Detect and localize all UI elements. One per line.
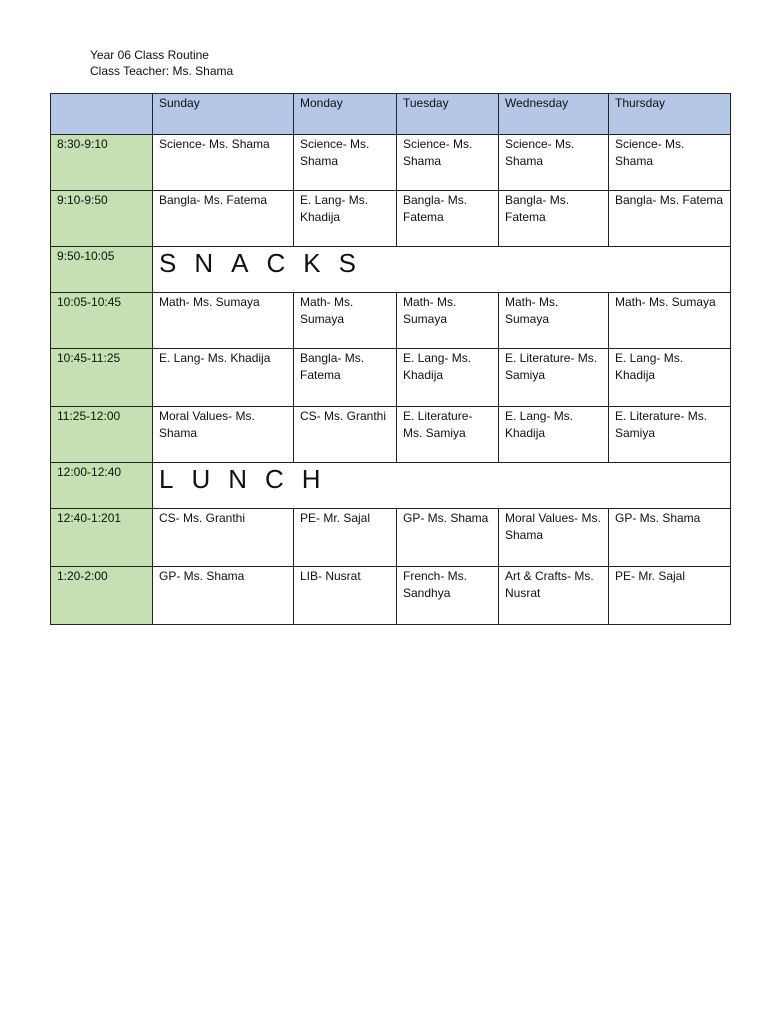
table-row: [51, 191, 731, 247]
table-row: [51, 135, 731, 191]
class-cell: Science- Ms. Shama: [294, 135, 397, 191]
time-cell: 9:50-10:05: [51, 247, 153, 293]
class-cell: GP- Ms. Shama: [397, 509, 499, 567]
snacks-banner: SNACKS: [153, 247, 731, 293]
class-cell: Math- Ms. Sumaya: [609, 293, 731, 349]
class-cell: LIB- Nusrat: [294, 567, 397, 625]
time-cell: 9:10-9:50: [51, 191, 153, 247]
lunch-row: [51, 463, 731, 509]
class-cell: Moral Values- Ms. Shama: [153, 407, 294, 463]
class-cell: Bangla- Ms. Fatema: [294, 349, 397, 407]
time-cell: 8:30-9:10: [51, 135, 153, 191]
class-cell: E. Lang- Ms. Khadija: [153, 349, 294, 407]
class-cell: Science- Ms. Shama: [609, 135, 731, 191]
class-cell: E. Lang- Ms. Khadija: [397, 349, 499, 407]
class-teacher: Class Teacher: Ms. Shama: [90, 64, 234, 78]
day-header-sunday: Sunday: [153, 94, 294, 135]
class-cell: Bangla- Ms. Fatema: [609, 191, 731, 247]
document-heading: [90, 47, 233, 79]
class-cell: Math- Ms. Sumaya: [397, 293, 499, 349]
header-row: [51, 94, 731, 135]
snacks-row: [51, 247, 731, 293]
header-corner-cell: [51, 94, 153, 135]
class-cell: E. Literature- Ms. Samiya: [609, 407, 731, 463]
class-cell: CS- Ms. Granthi: [153, 509, 294, 567]
class-cell: Science- Ms. Shama: [397, 135, 499, 191]
day-header-monday: Monday: [294, 94, 397, 135]
class-cell: E. Literature- Ms. Samiya: [499, 349, 609, 407]
table-row: [51, 293, 731, 349]
class-cell: Bangla- Ms. Fatema: [153, 191, 294, 247]
class-cell: PE- Mr. Sajal: [294, 509, 397, 567]
class-cell: Math- Ms. Sumaya: [153, 293, 294, 349]
time-cell: 10:45-11:25: [51, 349, 153, 407]
class-cell: Math- Ms. Sumaya: [294, 293, 397, 349]
class-cell: GP- Ms. Shama: [153, 567, 294, 625]
class-cell: CS- Ms. Granthi: [294, 407, 397, 463]
day-header-thursday: Thursday: [609, 94, 731, 135]
class-cell: Science- Ms. Shama: [499, 135, 609, 191]
time-cell: 10:05-10:45: [51, 293, 153, 349]
routine-title: Year 06 Class Routine: [90, 48, 209, 62]
class-cell: E. Lang- Ms. Khadija: [609, 349, 731, 407]
class-cell: E. Lang- Ms. Khadija: [294, 191, 397, 247]
time-cell: 11:25-12:00: [51, 407, 153, 463]
class-cell: Bangla- Ms. Fatema: [499, 191, 609, 247]
lunch-banner: LUNCH: [153, 463, 731, 509]
class-cell: Bangla- Ms. Fatema: [397, 191, 499, 247]
day-header-tuesday: Tuesday: [397, 94, 499, 135]
table-row: [51, 407, 731, 463]
time-cell: 12:40-1:201: [51, 509, 153, 567]
class-cell: E. Literature- Ms. Samiya: [397, 407, 499, 463]
class-cell: Art & Crafts- Ms. Nusrat: [499, 567, 609, 625]
routine-table: [50, 93, 731, 625]
table-row: [51, 349, 731, 407]
table-row: [51, 509, 731, 567]
table-row: [51, 567, 731, 625]
class-cell: Moral Values- Ms. Shama: [499, 509, 609, 567]
class-cell: Science- Ms. Shama: [153, 135, 294, 191]
class-cell: Math- Ms. Sumaya: [499, 293, 609, 349]
class-cell: French- Ms. Sandhya: [397, 567, 499, 625]
class-cell: PE- Mr. Sajal: [609, 567, 731, 625]
class-cell: E. Lang- Ms. Khadija: [499, 407, 609, 463]
time-cell: 12:00-12:40: [51, 463, 153, 509]
time-cell: 1:20-2:00: [51, 567, 153, 625]
day-header-wednesday: Wednesday: [499, 94, 609, 135]
class-cell: GP- Ms. Shama: [609, 509, 731, 567]
